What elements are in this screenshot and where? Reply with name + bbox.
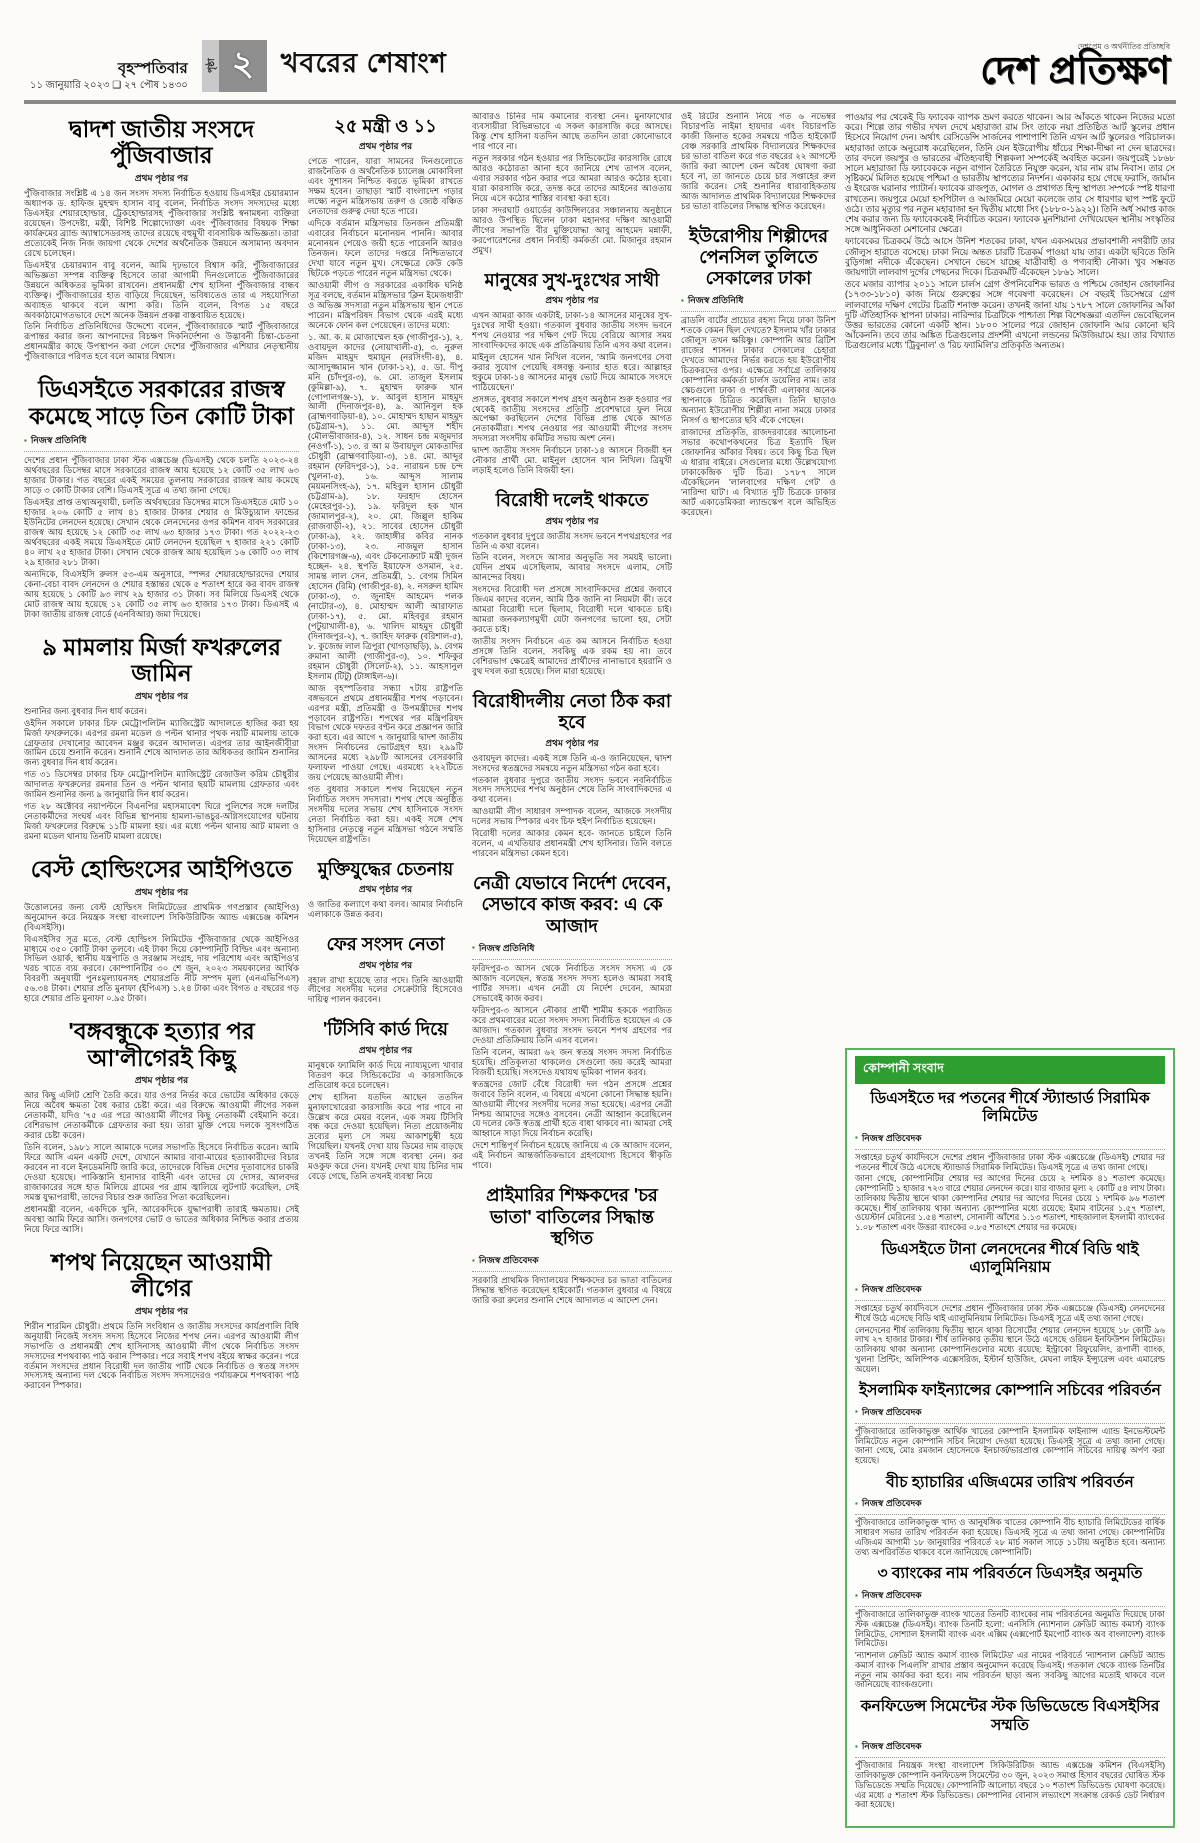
paragraph: তিনি বলেন, ১৯৮১ সালে আমাকে দলের সভাপতি হিসেবে নির্বাচিত করেন। আমি ফিরে আসি এমন একটি দেশে, যেখানে আমার বাবা-মায়ের হত্যাকারীদের বিচার করবেন না বলে ইনডেমনিটি জারি করে, তাদেরকে বিভিন্ন দেশের দূতাবাসের চাকরি দেওয়া হয়েছে। পাকিস্তানি হানাদার বাহিনী এবং তাদের যে দোসর, আলবদর রাজাকারের সঙ্গে হাত মিলিয়ে গ্রামের পর গ্রাম জ্বালিয়ে লুটপাট করেছিল, সেই সমস্ত যুদ্ধাপরাধী, তাদের বিচার শুরু জাতির পিতা করেছিলেন।	[24, 1142, 299, 1202]
brand-tagline: দেশপ্রেম ও অর্থনীতির প্রতিচ্ছবি	[1077, 41, 1170, 51]
paragraph: মাইনুল হোসেন খান নিখিল বলেন, 'আমি জনগণের সেবা করার সুযোগ পেয়েছি বঙ্গবন্ধু কন্যার হাত ধরে। আল্লাহর হুকুমে ঢাকা-১৪ আসনের মানুষ ভোট দিয়ে আমাকে সংসদে পাঠিয়েছেন।'	[472, 351, 672, 392]
paragraph: তিনি বলেন, আমরা ৬২ জন স্বতন্ত্র সংসদ সদস্য নির্বাচিত হয়েছি। প্রতিকূলতা থাকলেও সেগুলো জয় করেই আমরা বিজয়ী হয়েছি। সংসদেও যথাযথ ভূমিকা পালন করব।	[472, 1046, 672, 1077]
article	[472, 869, 672, 1173]
byline-text: নিজস্ব প্রতিবেদক	[861, 1741, 922, 1752]
byline-text: নিজস্ব প্রতিনিধি	[478, 942, 535, 953]
paragraph: পুঁজিবাজারে তালিকাভুক্ত ব্যাংক খাতের তিনটি ব্যাংকের নাম পরিবর্তনের অনুমতি দিয়েছে ঢাকা স্টক এক্সচেঞ্জ (ডিএসই)। ব্যাংক তিনটি হলো: এনসিসি (ন্যাশনাল ক্রেডিট অ্যান্ড কমার্স) ব্যাংক লিমিটেড, সোশ্যাল ইসলামী ব্যাংক এবং এক্সিম (এক্সপোর্ট ইমপোর্ট ব্যাংক অব বাংলাদেশ) ব্যাংক লিমিটেড।	[855, 1609, 1165, 1649]
byline-bullet-icon: ▪	[855, 1741, 858, 1751]
continued-from-front-label: প্রথম পৃষ্ঠার পর	[134, 1305, 189, 1316]
byline-text: নিজস্ব প্রতিবেদক	[478, 1255, 539, 1266]
article	[681, 112, 836, 214]
article	[24, 372, 299, 621]
byline-bullet-icon: ▪	[24, 435, 27, 445]
paragraph: দ্বাদশ জাতীয় সংসদ নির্বাচনে ঢাকা-১৪ আসনে বিজয়ী হন নৌকার প্রার্থী মো. মাইনুল হোসেন খান নিখিল। ত্রিমুখী লড়াই হলেও তিনি বিজয়ী হন।	[472, 445, 672, 476]
byline-bullet-icon: ▪	[855, 1498, 858, 1508]
article	[855, 1090, 1165, 1233]
article-headline: মুক্তিযুদ্ধের চেতনায়	[317, 859, 454, 880]
article-headline: ২৫ মন্ত্রী ও ১১	[334, 116, 437, 136]
paragraph: প্রসঙ্গত, বুধবার সকালে শপথ গ্রহণ অনুষ্ঠান শুরু হওয়ার পর থেকেই জাতীয় সংসদের প্রতিটি প্রবেশদ্বারে ফুল নিয়ে অপেক্ষা করছিলেন দেশের বিভিন্ন প্রান্ত থেকে আগত নেতাকর্মীরা। শপথ নেওয়ার পর আওয়ামী লীগের সংসদ সদস্যরা সংসদীয় কমিটির সভায় অংশ নেন।	[472, 393, 672, 444]
article-headline: মানুষের সুখ-দুঃখের সাথী	[484, 269, 660, 290]
paragraph: সপ্তাহের চতুর্থ কার্যদিবসে দেশের প্রধান পুঁজিবাজার ঢাকা স্টক এক্সচেঞ্জে (ডিএসই) শেয়ার দর পতনের শীর্ষে উঠে এসেছে স্ট্যান্ডার্ড সিরামিক লিমিটেড। ডিএসই সূত্রে এ তথ্য জানা গেছে।	[855, 1151, 1165, 1172]
article	[472, 266, 672, 479]
article	[855, 1241, 1165, 1374]
article-headline: ডিএসইতে সরকারের রাজস্ব কমেছে সাড়ে তিন কোটি টাকা	[28, 376, 295, 429]
article-headline: দ্বাদশ জাতীয় সংসদে পুঁজিবাজার	[68, 116, 255, 169]
paragraph: দেশের প্রধান পুঁজিবাজার ঢাকা স্টক এক্সচেঞ্জ (ডিএসই) থেকে চলতি ২০২৩-২৪ অর্থবছরের ডিসেম্বর মাসে সরকারের রাজস্ব আয় হয়েছে ১২ কোটি ৩৫ লাখ ৬৩ হাজার টাকার। গত বছরের একই সময়ের তুলনায় সরকারের রাজস্ব আয় কমেছে সাড়ে ৩ কোটি টাকার বেশি। ডিএসই সূত্রে এ তথ্য জানা গেছে।	[24, 455, 299, 496]
article	[24, 112, 299, 364]
paragraph: ওই রিটের শুনানি নিয়ে গত ৬ নভেম্বর বিচারপতি নাইমা হায়দার এবং বিচারপতি কাজী জিনাত হকের সমন্বয়ে গঠিত হাইকোর্ট বেঞ্চ সরকারি প্রাথমিক বিদ্যালয়ের শিক্ষকদের চর ভাতা বাতিল করে গত বছরের ২২ আগস্টে জারি করা আদেশ কেন অবৈধ ঘোষণা করা হবে না, তা জানতে চেয়ে চার সপ্তাহের রুল জারি করেন। সেই শুনানির ধারাবাহিকতায় আজ আদালত প্রাথমিক বিদ্যালয়ের শিক্ষকদের চর ভাতা বাতিলের সিদ্ধান্ত স্থগিত করেছেন।	[681, 112, 836, 211]
byline	[855, 1403, 1165, 1424]
paragraph: শেখ হাসিনা যতদিন আছেন ততদিন মুনাফাখোরেরা কারসাজি করে পার পাবে না উল্লেখ করে মেয়র বলেন, এক সময় টিসিবি বন্ধ করে দেওয়া হয়েছিল। নিত্য প্রয়োজনীয় দ্রব্যের মূল্য সে সময় আকাশচুম্বী হয়ে গিয়েছিল। যখনই দেখা যায় ডিমের দাম বাড়ছে তখনই তিনি সঙ্গে সঙ্গে ব্যবস্থা নেন। কর মওকুফ করে দেন। যখনই দেখা যায় চিনির দাম বেড়ে গেছে, তিনি তখনই ব্যবস্থা নিয়ে	[308, 1091, 463, 1182]
byline-text: নিজস্ব প্রতিবেদক	[861, 1590, 922, 1601]
paragraph: আবারও চিনির দাম কমানোর ব্যবস্থা নেন। মুনাফাখোর ব্যবসায়ীরা বিভিন্নভাবে এ সকল কারসাজি করে আসছে। কিন্তু শেখ হাসিনা যতদিন আছে ততদিন তারা কোনোভাবে পার পাবে না।	[472, 112, 672, 151]
byline-text: নিজস্ব প্রতিবেদক	[861, 1406, 922, 1417]
date-line: ১১ জানুয়ারি ২০২৩ ❑ ২৭ পৌষ ১৪৩০	[30, 80, 188, 91]
paragraph: ফরিদপুর-৩ আসনে নৌকার প্রার্থী শামীম হককে পরাজিত করে প্রথমবারের মতো সংসদ সদস্য নির্বাচিত হয়েছেন এ কে আজাদ। গতকাল বুধবার সংসদ ভবনে শপথ গ্রহণের পর দেওয়া প্রতিক্রিয়ায় তিনি এসব বলেন।	[472, 1004, 672, 1045]
byline	[24, 431, 299, 452]
column-4	[681, 112, 836, 1828]
byline-bullet-icon: ▪	[681, 295, 684, 305]
page-word-label: পৃষ্ঠা	[202, 40, 219, 92]
article	[845, 112, 1175, 353]
continued-from-front-label: প্রথম পৃষ্ঠার পর	[358, 959, 413, 970]
paragraph: ঢাকা সদরঘাট ওয়ার্ডের কাউন্সিলরের সঞ্চালনায় অনুষ্ঠানে আরও উপস্থিত ছিলেন ঢাকা মহানগর দক্ষিণ আওয়ামী লীগের সভাপতি বীর মুক্তিযোদ্ধা আবু আহমেদ মন্নাফী, করপোরেশনের প্রধান নির্বাহী কর্মকর্তা মো. মিজানুর রহমান প্রমুখ।	[472, 204, 672, 255]
byline-text: নিজস্ব প্রতিনিধি	[687, 295, 744, 306]
paragraph: গত ৩১ ডিসেম্বর ঢাকার চিফ মেট্রোপলিটন ম্যাজিস্ট্রেট রেজাউল করিম চৌধুরীর আদালত ফখরুলের রমনার তিন ও পল্টন থানার ছয়টি মামলায় গ্রেফতার এবং জামিন শুনানির জন্য ৯ জানুয়ারি দিন ধার্য করেন।	[24, 769, 299, 800]
article-headline: ইসলামিক ফাইন্যান্সের কোম্পানি সচিবের পরিবর্তন	[859, 1382, 1161, 1400]
paragraph: জানা গেছে, কোম্পানিটির শেয়ার দর আগের দিনের চেয়ে ২ দশমিক ৪১ শতাংশ কমেছে। কোম্পানিটি ১ হাজার ৭২৩ বারে শেয়ার লেনদেন করে। যার বাজার মূল্য ২ কোটি ৫৪ লাখ টাকা। তালিকায় দ্বিতীয় স্থানে থাকা কোম্পানির শেয়ার দর আগের দিনের চেয়ে ১ দশমিক ৯৬ শতাংশ কমেছে। শীর্ষ তালিকায় থাকা অন্যান্য কোম্পানির মধ্যে রয়েছে: ইমাম বাটনের ১.৫৭ শতাংশ, ওয়েস্টার্ন মেরিনের ১.৫৪ শতাংশ, সোনালী আঁশের ১.১৩ শতাংশ, শাহজালাল ইসলামী ব্যাংকের ১.০৮ শতাংশ এবং উত্তরা ব্যাংকের ০.৮৫ শতাংশে শেয়ার দর কমেছে।	[855, 1173, 1166, 1233]
article	[681, 222, 836, 520]
continued-from-front-label: প্রথম পৃষ্ঠার পর	[545, 737, 599, 748]
article-headline: প্রাইমারির শিক্ষকদের 'চর ভাতা' বাতিলের সিদ্ধান্ত স্থগিত	[486, 1185, 658, 1248]
continued-from-front-label: প্রথম পৃষ্ঠার পর	[134, 886, 189, 897]
byline	[855, 1494, 1165, 1515]
page-content	[24, 112, 1176, 1828]
article-headline: 'টিসিবি কার্ড দিয়ে	[323, 1019, 448, 1040]
paragraph: ফ্যাবেকের চিত্রকর্মে উঠে আসে উনিশ শতকের ঢাকা, যখন একসময়ের প্রভাবশালী নগরীটি তার জৌলুস হারাতে বসেছে। ঢাকা নিয়ে অন্তত চারটি চিত্রকর্ম পাওয়া যায় তার। একটা ছবিতে তিনি বুড়িগঙ্গা নদীকে এঁকেছেন। সেখানে ভেসে যাচ্ছে যাত্রীবাহী ও পণ্যবাহী নৌকা। খুব সম্ভবত জায়গাটা লালবাগ দুর্গের পেছনের দিকে। চিত্রকর্মটি এঁকেছেন ১৮৬১ সালে।	[845, 236, 1175, 278]
byline	[855, 1737, 1165, 1758]
byline-text: নিজস্ব প্রতিবেদক	[861, 1498, 922, 1509]
article-headline: ৯ মামলায় মির্জা ফখরুলের জামিন	[42, 633, 281, 687]
paragraph: সপ্তাহের চতুর্থ কার্যদিবসে দেশের প্রধান পুঁজিবাজার ঢাকা স্টক এক্সচেঞ্জে (ডিএসই) লেনদেনের শীর্ষে উঠে এসেছে বিডি থাই এ্যালুমিনিয়াম লিমিটেড। ডিএসই সূত্রে এই তথ্য জানা গেছে।	[855, 1303, 1165, 1323]
paragraph: ওবায়দুল কাদের। একই সঙ্গে তিনি এ-ও জানিয়েছেন, দ্বাদশ সংসদের স্বতন্ত্রদের সমন্বয়ে নতুন মন্ত্রিসভা গঠন করা হবে।	[472, 752, 672, 773]
article-headline: ৩ ব্যাংকের নাম পরিবর্তনে ডিএসইর অনুমতি	[877, 1565, 1143, 1583]
byline-bullet-icon: ▪	[855, 1407, 858, 1417]
byline	[855, 1280, 1165, 1301]
paragraph: শিরীন শারমিন চৌধুরী। প্রথমে তিনি সংবিধান ও জাতীয় সংসদের কার্যপ্রণালি বিধি অনুযায়ী নিজেই সংসদ সদস্য হিসেবে নিজের শপথ নেন। এরপর আওয়ামী লীগ সভাপতি ও প্রধানমন্ত্রী শেখ হাসিনাসহ আওয়ামী লীগ থেকে নির্বাচিত সংসদ সদস্যদের শপথবাক্য পাঠ করান স্পিকার। পরে সবাই শপথ বইয়ে স্বাক্ষর করেন। পরে বর্তমান সংসদের প্রধান বিরোধী দল জাতীয় পার্টি থেকে নির্বাচিত ও স্বতন্ত্র সংসদ সদস্যসহ অন্যান্য দল থেকে নির্বাচিত সংসদ সদস্যদেরও পর্যায়ক্রমে শপথবাক্য পাঠ করাবেন স্পিকার।	[24, 1320, 299, 1391]
article	[472, 486, 672, 679]
byline-bullet-icon: ▪	[855, 1590, 858, 1600]
paragraph: ডিএসইর প্রাপ্ত তথ্যঅনুযায়ী, চলতি অর্থবছরের ডিসেম্বর মাসে ডিএসইতে মোট ১০ হাজার ২০৬ কোটি ৫ লাখ ৪১ হাজার টাকার শেয়ার ও মিউচ্যুয়াল ফান্ডের ইউনিটের লেনদেন হয়েছে। সেখান থেকে লেনদেনের ওপর কমিশন বাবদ সরকারের রাজস্ব আয় হয়েছে ১২ কোটি ৩৫ লাখ ৬৩ হাজার ১৭৩ টাকা। গত ২০২২-২৩ অর্থবছরের একই সময়ে ডিএসইতে মোট লেনদেন হয়েছিল ৭ হাজার ২২১ কোটি ৪০ লাখ ২৫ হাজার টাকা। সেখান থেকে রাজস্ব আয় হয়েছিল ১৬ কোটি ০৩ লাখ ২৯ হাজার ২৮১ টাকা।	[24, 497, 299, 567]
article-headline: কনফিডেন্স সিমেন্টের স্টক ডিভিডেন্ডে বিএসইসির সম্মতি	[860, 1698, 1160, 1734]
paragraph: সংসদের বিরোধী দল প্রসঙ্গে সাংবাদিকদের প্রশ্নের জবাবে জিএম কাদের বলেন, আমি ঠিক জানি না নিয়মটা কী। তবে আমরা বিরোধী দলে ছিলাম, বিরোধী দলে থাকতে চাই। আমরা জনকল্যাণমুখী যেটা জনগণের ভালো হয়, সেটা করতে চাই।	[472, 584, 672, 635]
paragraph: পুঁজিবাজারে তালিকাভুক্ত আর্থিক খাতের কোম্পানি ইসলামিক ফাইন্যান্স এ্যান্ড ইনভেস্টমেন্ট লিমিটেডে নতুন কোম্পানি সচিব নিয়োগ দেওয়া হয়েছে। ডিএসই সূত্রে এ তথ্য জানা গেছে। জানা গেছে, মোঃ রমজান হোসেনকে ইনচার্জ/ভারপ্রাপ্ত কোম্পানি সচিবের দায়িত্ব অর্পণ করা হয়েছে।	[855, 1425, 1165, 1466]
masthead	[24, 14, 1176, 104]
byline	[472, 939, 672, 960]
paragraph: আর কিছু এলিট শ্রেণি তৈরি করে। যার ওপর নির্ভর করে ভোটের অধিকার কেড়ে নিয়ে অবৈধ ক্ষমতা বৈধ করার চেষ্টা করে। এর বিরুদ্ধে আওয়ামী লীগের সকল নেতাকর্মী, যদিও '৭৫ এর পরে আওয়ামী লীগের কিছু নেতাকর্মী বেইমানি করে। বেশিরভাগ নেতাকর্মীকে গ্রেফতার করা হয়। তারা মুক্তি পেয়ে দলকে সুসংগঠিত করার চেষ্টা করেন।	[24, 1090, 299, 1141]
paragraph: বহাল রাখা হয়েছে তার পদে। তিনি আওয়ামী লীগের সংসদীয় দলের সেক্রেটারি হিসেবেও দায়িত্ব পালন করবেন।	[308, 974, 463, 1005]
continued-from-front-label: প্রথম পৃষ্ঠার পর	[358, 1044, 413, 1055]
paragraph: আওয়ামী লীগ সাধারণ সম্পাদক বলেন, আজকে সংসদীয় দলের সভায় স্পিকার এবং চিফ হুইপ নির্বাচিত হয়েছেন।	[472, 806, 672, 827]
paragraph: এদিকে বর্তমান মন্ত্রিসভার তিনজন প্রতিমন্ত্রী এবারের নির্বাচনে মনোনয়ন পাননি। আবার মনোনয়ন পেয়েও জয়ী হতে পারেননি আরও তিনজন। ফলে তাদের দপ্তরে নিশ্চিতভাবে দেখা যাবে নতুন মুখ। সেক্ষেত্রে কেউ কেউ ছিটকে পড়তে পারেন নতুন মন্ত্রিসভা থেকে।	[308, 218, 463, 278]
article	[308, 112, 463, 847]
newspaper-brand	[980, 43, 1170, 93]
byline	[855, 1586, 1165, 1607]
continued-from-front-label: প্রথম পৃষ্ঠার পর	[358, 141, 413, 152]
paragraph: উত্তোলনের জন্য বেস্ট হোল্ডিংস লিমিটেডের প্রাথমিক গণপ্রস্তাব (আইপিও) অনুমোদন করে নিয়ন্ত্রক সংস্থা বাংলাদেশ সিকিউরিটিজ অ্যান্ড এক্সচেঞ্জ কমিশন (বিএসইসি)।	[24, 901, 299, 932]
weekday-label: বৃহস্পতিবার	[117, 60, 188, 77]
article	[472, 112, 672, 258]
article-headline: বিরোধীদলীয় নেতা ঠিক করা হবে	[472, 691, 672, 733]
article-headline: ডিএসইতে দর পতনের শীর্ষে স্ট্যান্ডার্ড সিরামিক লিমিটেড	[870, 1089, 1150, 1126]
paragraph: গতকাল বুধবার দুপুরে জাতীয় সংসদ ভবনে নবনির্বাচিত সংসদ সদস্যদের শপথ অনুষ্ঠান শেষে তিনি সাংবাদিকদের এ কথা বলেন।	[472, 774, 672, 805]
article-headline: শপথ নিয়েছেন আওয়ামী লীগের	[51, 1248, 272, 1302]
article-headline: বেস্ট হোল্ডিংসের আইপিওতে	[30, 856, 293, 883]
paragraph: পুঁজিবাজার সংশ্লিষ্ট এ ১৪ জন সংসদ সদস্য নির্বাচিত হওয়ায় ডিএসইর চেয়ারম্যান অধ্যাপক ড. হাফিজ মুহম্মদ হাসান বাবু বলেন, নির্বাচিত সংসদ সদস্যদের মধ্যে ডিএসইর শেয়ারহোল্ডার, ট্রেকহোল্ডারসহ পুঁজিবাজার সংশ্লিষ্ট স্বনামধন্য ব্যক্তিরা রয়েছেন। উপদেষ্টা, মন্ত্রী, বিশিষ্ট শিল্পোদ্যোক্তা এবং পুঁজিবাজার বিষয়ক শিক্ষা কার্যক্রমের ব্র্যান্ড অ্যাম্বাসেডরসহ তাদের রয়েছে বহুমুখী ব্যবসায়িক অভিজ্ঞতা। তারা প্রত্যেকেই নিজ নিজ জায়গা থেকে দেশের অর্থনৈতিক উন্নয়নে অসামান্য অবদান রেখে চলেছেন।	[24, 187, 299, 258]
column-1	[24, 112, 299, 1828]
paragraph: ওইদিন সকালে ঢাকার চিফ মেট্রোপলিটন ম্যাজিস্ট্রেট আদালতে হাজির করা হয় মির্জা ফখরুলকে। এরপর রমনা মডেল ও পল্টন থানার পৃথক নয়টি মামলায় তাকে গ্রেফতার দেখানোর আবেদন মঞ্জুর করেন আদালত। এরপর তার আইনজীবীরা জামিন চেয়ে শুনানি করেন। শুনানি শেষে আদালত তার অধিকতর জামিন শুনানির জন্য বুধবার দিন ধার্য করেন।	[24, 717, 299, 768]
byline	[681, 291, 836, 312]
article	[472, 1181, 672, 1308]
article	[24, 852, 299, 1006]
byline	[855, 1129, 1165, 1150]
article-headline: ফের সংসদ নেতা	[326, 934, 445, 955]
paragraph: ফরিদপুর-৩ আসন থেকে নির্বাচিত সংসদ সদস্য এ কে আজাদ বলেছেন, স্বতন্ত্র সংসদ সদস্য হলেও আমরা সবাই পার্টির সদস্য। এখন নেত্রী যে নির্দেশ দেবেন, আমরা সেভাবেই কাজ করব।	[472, 962, 672, 1003]
continued-from-front-label: প্রথম পৃষ্ঠার পর	[134, 690, 189, 701]
paragraph: ডিএসই'র চেয়ারম্যান বাবু বলেন, আমি দৃঢ়ভাবে বিশ্বাস করি, পুঁজিবাজারের অভিজ্ঞতা সম্পন্ন ব্যক্তিত্ব হিসেবে তারা আগামী দিনগুলোতে পুঁজিবাজারের উন্নয়নে অধিকতর ভূমিকা রাখবেন। প্রধানমন্ত্রী শেখ হাসিনা পুঁজিবাজার বান্ধব ব্যক্তিত্ব। পুঁজিবাজারের হাত বাড়িয়ে দিয়েছেন, ভবিষ্যতেও তার এ সহযোগিতা অব্যাহত থাকবে বলে আশা করি। তিনি বলেন, বিগত ১৫ বছরে অবকাঠামোগতভাবে দেশে অনেক উন্নয়ন প্রকল্প বাস্তবায়িত হয়েছে।	[24, 259, 299, 320]
byline	[472, 1251, 672, 1272]
paragraph: 'ন্যাশনাল ক্রেডিট অ্যান্ড কমার্স ব্যাংক লিমিটেড' এর নামের পরিবর্তে 'ন্যাশনাল ক্রেডিট অ্যান্ড কমার্স ব্যাংক পিএলসি' রাখার প্রস্তাব অনুমোদন করেছে ডিএসই। গতকাল থেকে ব্যাংক তিনটির নতুন নাম কার্যকর করা হবে। নাম পরিবর্তন ছাড়া অন্য সবকিছু আগের মতোই থাকবে বলে জানিয়েছে ব্যাংকগুলো।	[855, 1650, 1165, 1690]
article-headline: বীচ হ্যাচারির এজিএমের তারিখ পরিবর্তন	[886, 1473, 1134, 1491]
paragraph: স্বতন্ত্রদের জোট বেঁধে বিরোধী দল গঠন প্রসঙ্গে প্রশ্নের জবাবে তিনি বলেন, এ বিষয়ে এখনো কোনো সিদ্ধান্ত হয়নি। আওয়ামী লীগের সংসদীয় দলের সভা হয়েছে। এরপর নেত্রী নিশ্চয় আমাদের সঙ্গেও বসবেন। নেত্রী আহ্বান করেছিলেন যে দলের কেউ স্বতন্ত্র প্রার্থী হতে বাধা থাকবে না। আমরা সেই আহ্বানে সাড়া দিয়ে নির্বাচন করেছি।	[472, 1078, 672, 1139]
paragraph: দেশে শান্তিপূর্ণ নির্বাচন হয়েছে জানিয়ে এ কে আজাদ বলেন, এই নির্বাচন আন্তর্জাতিকভাবে গ্রহণযোগ্য হিসেবে স্বীকৃতি পাবে।	[472, 1140, 672, 1171]
byline-text: নিজস্ব প্রতিবেদক	[861, 1132, 922, 1143]
article	[855, 1565, 1165, 1690]
paragraph: সরকারি প্রাথমিক বিদ্যালয়ের শিক্ষকদের চর ভাতা বাতিলের সিদ্ধান্ত স্থগিত করেছেন হাইকোর্ট। গতকাল বুধবার এ বিষয়ে জারি করা রুলের শুনানি শেষে আদালত এ আদেশ দেন।	[472, 1275, 672, 1305]
paragraph: বিএসইসির সূত্র মতে, বেস্ট হোল্ডিংস লিমিটেড পুঁজিবাজার থেকে আইপিওর মাধ্যমে ৩৫০ কোটি টাকা তুলবে। এই টাকা দিয়ে কোম্পানিটি বিল্ডিং এবং অন্যান্য সিভিল ওয়ার্ক, স্থানীয় যন্ত্রপাতি ও সরঞ্জাম সংগ্রহ, দায় পরিশোধ এবং আইপিও'র খরচ খাতে ব্যয় করবে। কোম্পানিটির ৩০ শে জুন, ২০২৩ সময়কালের আর্থিক বিবরণী অনুযায়ী পুনঃমূল্যায়নসহ শেয়ারপ্রতি নীট সম্পদ মূল্য (এনএভিপিএস) ৫৬.৩৪ টাকা। শেয়ার প্রতি মুনাফা (ইপিএস) ১.২৪ টাকা এবং বিগত ৫ বছরের গড় হারে শেয়ার প্রতি মুনাফা ০.৯৫ টাকা।	[24, 933, 299, 1004]
article-headline: বিরোধী দলেই থাকতে	[495, 490, 649, 511]
byline-bullet-icon: ▪	[855, 1284, 858, 1294]
company-news-box	[845, 1048, 1175, 1828]
paragraph: গতকাল বুধবার দুপুরে জাতীয় সংসদ ভবনে শপথগ্রহণের পর তিনি এ কথা বলেন।	[472, 530, 672, 551]
date-block	[30, 60, 188, 92]
byline-bullet-icon: ▪	[855, 1133, 858, 1143]
paragraph: বিরোধী দলের আকার কেমন হবে- জানতে চাইলে তিনি বলেন, এ এখতিয়ার প্রধানমন্ত্রী শেখ হাসিনার। তিনি বলতে পারবেন মন্ত্রিসভা কেমন হবে।	[472, 828, 672, 859]
article-headline: 'বঙ্গবন্ধুকে হত্যার পর আ'লীগেরই কিছু	[68, 1018, 255, 1071]
paragraph: আওয়ামী লীগ ও সরকারের একাধিক ঘনিষ্ঠ সূত্র বলছে, বর্তমান মন্ত্রিসভার 'ক্লিন ইমেজধারী' ও অভিজ্ঞ সদস্যরা নতুন মন্ত্রিসভায় স্থান পেতে পারেন। মন্ত্রিপরিষদ বিভাগ থেকে এরই মধ্যে অনেকে ফোন কল পেয়েছেন। তাদের মধ্যে:	[308, 279, 463, 330]
paragraph: শুনানির জন্য বুধবার দিন ধার্য করেন।	[24, 705, 147, 716]
article-headline: নেত্রী যেভাবে নির্দেশ দেবেন, সেভাবে কাজ করব: এ কে আজাদ	[473, 873, 671, 936]
article-headline: ইউরোপীয় শিল্পীদের পেনসিল তুলিতে সেকালের ঢাকা	[688, 225, 829, 289]
paragraph: জাতীয় সংসদ নির্বাচনে এত কম আসনে নির্বাচিত হওয়া প্রসঙ্গে তিনি বলেন, সবকিছু এক রকম হয় না। তবে বেশিরভাগ ক্ষেত্রেই আমাদের প্রার্থীদের নানাভাবে হয়রানি ও বুথ দখল করা হয়েছে। সিল মারা হয়েছে।	[472, 636, 672, 677]
article	[24, 1245, 299, 1394]
byline-text: নিজস্ব প্রতিনিধি	[30, 435, 87, 446]
article-headline: ডিএসইতে টানা লেনদেনের শীর্ষে বিডি থাই এ্যালুমিনিয়াম	[881, 1240, 1139, 1277]
continued-from-front-label: প্রথম পৃষ্ঠার পর	[134, 172, 189, 183]
column-5	[845, 112, 1175, 1828]
paragraph: রাজাদের প্রতিকৃতি, রাজদরবারের আলোচনা সভার কথোপকথনের চিত্র ইত্যাদি ছিল জোফানির আঁকার বিষয়। তবে কিছু চিত্র ছিল এ ধারার বাইরে। সেগুলোর মধ্যে উল্লেখযোগ্য ঢাকাকেন্দ্রিক দুটি চিত্র। ১৭৮৭ সালে এঁকেছিলেন 'লালবাগের দক্ষিণ গেট' ও 'নারিন্দা ঘাট'। এ বিখ্যাত দুটি চিত্রকে ঢাকার আর্ট একাডেমিকরা ল্যান্ডস্কেপ বলে অভিহিত করেছেন।	[681, 427, 836, 517]
column-3	[472, 112, 672, 1828]
paragraph: তিনি নির্বাচিত প্রতিনিধিদের উদ্দেশ্যে বলেন, পুঁজিবাজারকে স্মার্ট পুঁজিবাজারে রূপান্তর করার জন্য আপনাদের বিচক্ষণ দিকনির্দেশনা ও উদ্ভাবনী চিন্তা-চেতনা প্রধানমন্ত্রীর কাছে উপস্থাপন করা গেলে দেশের পুঁজিবাজার এশিয়ার নেতৃস্থানীয় পুঁজিবাজারে পরিণত হবে বলে আমার বিশ্বাস।	[24, 321, 299, 362]
paragraph: ব্রাডলি বার্টের প্রাচ্যের রহস্য নিয়ে ঢাকা উনিশ শতকে কেমন ছিল দেখতে? ইসলাম খাঁর ঢাকার জৌলুস তখন ক্ষয়িষ্ণু। কোম্পানি আর ব্রিটিশ রাজের শাসন। ঢাকার সেকালের চেহারা দেখতে আমাদের নির্ভর করতে হয় ইউরোপীয় চিত্রকরদের ওপর। এক্ষেত্রে সর্বাগ্রে তালিকায় কোম্পানির কর্মকর্তা চার্লস ডয়েলির নাম। তার স্কেচগুলো ঢাকা ও পার্শ্ববর্তী এলাকার অনেক স্থাপনাকে চিত্রিত করেছিল। তিনি ছাড়াও অন্যান্য ইউরোপীয় শিল্পীরা নানা সময়ে ঢাকার নিসর্গ ও স্থাপত্যের ছবি এঁকে গেছেন।	[681, 315, 836, 426]
article	[855, 1474, 1165, 1558]
article	[855, 1382, 1165, 1466]
paragraph: ১. আ. ক. ম মোজাম্মেল হক (গাজীপুর-১), ২. ওবায়দুল কাদের (নোয়াখালী-৫), ৩. নুরুল মজিদ মাহমুদ হুমায়ূন (নরসিংদী-৪), ৪. আসাদুজ্জামান খান (ঢাকা-১২), ৫. ডা. দীপু মনি (চাঁদপুর-৩), ৬. মো. তাজুল ইসলাম (কুমিল্লা-৯), ৭. মুহাম্মদ ফারুক খান (গোপালগঞ্জ-১), ৮. আবুল হাসান মাহমুদ আলী (দিনাজপুর-৪), ৯. আনিসুল হক (ব্রাহ্মণবাড়িয়া-৪), ১০. মোহাম্মদ হাছান মাহমুদ (চট্টগ্রাম-৭), ১১. মো. আব্দুস শহীদ (মৌলভীবাজার-৪), ১২. সাধন চন্দ্র মজুমদার (নওগাঁ-১), ১৩. র আ ম উবায়দুল মোকতাদির চৌধুরী (ব্রাহ্মণবাড়িয়া-৩), ১৪. মো. আব্দুর রহমান (ফরিদপুর-১), ১৫. নারায়ন চন্দ্র চন্দ (খুলনা-৫), ১৬. আব্দুস সালাম (ময়মনসিংহ-৯), ১৭. মহিবুল হাসান চৌধুরী (চট্টগ্রাম-৯), ১৮. ফরহাদ হোসেন (মেহেরপুর-১), ১৯. ফরিদুল হক খান (জামালপুর-২), ২০. মো. জিল্লুল হাকিম (রাজবাড়ী-২), ২১. সাবের হোসেন চৌধুরী (ঢাকা-৯), ২২. জাহাঙ্গীর কবির নানক (ঢাকা-১৩), ২৩. নাজমুল হাসান (কিশোরগঞ্জ-৬), এবং টেকনোক্র্যাট মন্ত্রী দুজন হচ্ছেন- ২৪. স্থপতি ইয়াফেস ওসমান, ২৫. সামন্ত লাল সেন, প্রতিমন্ত্রী, ১. বেগম সিমিন হোসেন (রিমি) (গাজীপুর-৪), ২. নসরুল হামিদ (ঢাকা-৩), ৩. জুনাইদ আহমেদ পলক (নাটোর-৩), ৪. মোহাম্মদ আলী আরাফাত (ঢাকা-১৭), ৫. মো. মহিববুর রহমান (পটুয়াখালী-৪), ৬. খালিদ মাহমুদ চৌধুরী (দিনাজপুর-২), ৭. জাহিদ ফারুক (বরিশাল-৫), ৮. কুজেন্দ্র লাল ত্রিপুরা (খাগড়াছড়ি), ৯. বেগম রুমানা আলী (গাজীপুর-৩), ১০. শফিকুর রহমান চৌধুরী (সিলেট-২), ১১. আহসানুল ইসলাম (টিটু) (টাঙ্গাইল-৬)।	[308, 331, 463, 681]
newspaper-logo: দেশ প্রতিক্ষণ	[980, 50, 1170, 92]
article	[472, 687, 672, 861]
article	[308, 930, 463, 1007]
paragraph: পেতে পারেন, যারা সামনের দিনগুলোতে রাজনৈতিক ও অর্থনৈতিক চ্যালেঞ্জ মোকাবিলা এবং সুশাসন নিশ্চিত করতে ভূমিকা রাখতে সক্ষম হবেন। তাছাড়া স্মার্ট বাংলাদেশ গড়ার লক্ষ্যে নতুন মন্ত্রিসভায় তরুণ ও জ্যেষ্ঠ বঞ্চিত নেতাদের গুরুত্ব দেয়া হতে পারে।	[308, 156, 463, 217]
paragraph: তবে মজার ব্যাপার ২০১১ সালে চার্লস গ্রেগ ঔপনিবেশিক ভারত ও পশ্চিমে জোহান জোফানির (১৭৩৩-১৮১০) কাজ নিয়ে গুরুত্বের সঙ্গে গবেষণা করেছেন। সে বছরই ডিসেম্বরে গ্রেগ লালবাগের দক্ষিণ গেটের চিত্রটি শনাক্ত করেন। তখনই জানা যায় ১৭৮৭ সালে জোফানির আঁকা দুটি ঐতিহাসিক স্থাপনা ঢাকার। নারিন্দার চিত্রটিকে পাশ্চাত্য শিল্প বিশেষজ্ঞরা এতদিন ভেবেছিলেন উত্তর ভারতের কোনো একটি স্থান। ১৮০০ সালের পরে জোহান জোফানি আর কোনো ছবি আঁকেননি। তবে তার অঙ্কিত চিত্রগুলোর প্রদর্শনী এখনো লন্ডনের মিউজিয়ামে হয়। তার বিখ্যাত চিত্রগুলোর মধ্যে 'ট্রিবুনাল' ও 'রিচ ফ্যামিলি'র প্রতিকৃতি অন্যতম।	[845, 279, 1175, 351]
paragraph: নতুন সরকার গঠন হওয়ার পর সিন্ডিকেটের কারসাজি রোধে আরও কঠোরতা আনা হবে জানিয়ে শেখ তাপস বলেন, এবার সরকার গঠন করার পরে আমরা আরও কঠোর হবো। যারা কারসাজি করে, তদন্ত করে তাদের আইনের আওতায় নিয়ে এসে কঠোর শাস্তির ব্যবস্থা করা হবে।	[472, 152, 672, 203]
article	[24, 1014, 299, 1236]
continued-from-front-label: প্রথম পৃষ্ঠার পর	[545, 515, 599, 526]
paragraph: মানুষকে ফ্যামিলি কার্ড দিয়ে ন্যায্যমূল্যে খাবার বিতরণ করে সিন্ডিকেটের এ কারসাজিকে প্রতিরোধ করে চলেছেন।	[308, 1059, 463, 1090]
article	[24, 630, 299, 844]
continued-from-front-label: প্রথম পৃষ্ঠার পর	[358, 884, 413, 895]
continued-from-front-label: প্রথম পৃষ্ঠার পর	[134, 1075, 189, 1086]
section-title: খবরের শেষাংশ	[280, 48, 447, 78]
paragraph: পাওয়ার পর থেকেই ডি ফ্যাবেক ব্যাপক ভ্রমণ করতে থাকেন। আর আঁকতে থাকেন নিজের মতো করে। শিল্পে তার গভীর দখল দেখে মহারাজা রাম সিং তাকে নয়া প্রতিষ্ঠিত আর্ট স্কুলের প্রধান হিসেবে নিয়োগ দেন। অর্থাৎ রেসিডেন্সি সার্জনের পাশাপাশি তিনি এখন আর্ট স্কুলেরও পরিচালক। মহারাজা তাকে অনুরোধ করেছিলেন, তিনি যেন ইউরোপীয় ধাঁচের শিক্ষা-দীক্ষা না দেন ছাত্রদের। তার বদলে জয়পুর ও ভারতের ঐতিহ্যবাহী শিল্পকলা সম্পর্কেই অবহিত করেন। জয়পুরেই ১৮৬৮ সালে মহারাজা ডি ফ্যাবেককে নতুন বাগান তৈরিতে নিযুক্ত করেন, যার নাম রাম নিবাস। তার সে সৃষ্টিকর্মে মিলিত হয়েছে পশ্চিমা ও ভারতীয় স্থাপত্যের নিদর্শন। একাকার হয়ে গেছে ফরাসি, জার্মান ও ইংরেজ ঘরানার প্যাটার্ন। ফ্যাবেক রাজপুত, মোগল ও প্রথাগত হিন্দু স্থাপত্য সম্পর্কে স্পষ্ট ধারণা রাখতেন। জয়পুরে মেয়ো হসপিটাল ও আজমিরে মেয়ো কলেজে তার সে ধারণার ছাপ স্পষ্ট ফুটে ওঠে। তার মৃত্যুর পর নতুন মহারাজা হন দ্বিতীয় মাধো সিং (১৮৮০-১৯২২)। তিনি অর্ধ সমাপ্ত কাজ শেষ করার জন্য ডি ফ্যাবেককেই নির্বাচিত করেন। ফ্যাবেক মুনশিয়ানা দেখিয়েছেন স্থানীয় সংস্কৃতির সঙ্গে আধুনিকতা মেশানোর ক্ষেত্রে।	[845, 112, 1175, 235]
paragraph: লেনদেনের শীর্ষ তালিকায় দ্বিতীয় স্থানে থাকা রিসোর্টের শেয়ার লেনদেন হয়েছে ১৮ কোটি ৯৬ লাখ ২৭ হাজার টাকার। শীর্ষ তালিকার তৃতীয় স্থানে উঠে এসেছে ওরিয়ন ইনফিউশন লিমিটেড। তালিকায় থাকা অন্যান্য কোম্পানিগুলোর মধ্যে রয়েছে: ইন্ট্রাকো রিফুয়েলিং, রূপালী ব্যাংক, খুলনা প্রিন্টিং, অলিম্পিক এক্সেসরিজ, ইস্টার্ন হাউজিং, মেঘনা লাইফ ইন্স্যুরেন্স এবং এমারেল্ড অয়েল।	[855, 1324, 1165, 1374]
paragraph: অন্যদিকে, বিএসইসি রুলস ৫৩-এম অনুসারে, স্পন্সর শেয়ারহোল্ডারদের শেয়ার কেনা-বেচা বাবদ লেনদেন ও শেয়ার হস্তান্তর থেকে ৫ শতাংশ হারে কর বাবদ রাজস্ব আয় হয়েছে ১ কোটি ৯৩ লাখ ২৯ হাজার ৩১ টাকা। সব মিলিয়ে ডিএসই থেকে মোট রাজস্ব আয় হয়েছে ১২ কোটি ৩৫ লাখ ৬৩ হাজার ১৭৩ টাকা। ডিএসই এ টাকা জাতীয় রাজস্ব বোর্ডে (এনবিআর) জমা দিয়েছে।	[24, 568, 299, 619]
article	[308, 855, 463, 922]
paragraph: আজ বৃহস্পতিবার সন্ধ্যা ৭টায় রাষ্ট্রপতি বঙ্গভবনে প্রথমে প্রধানমন্ত্রীর শপথ পড়াবেন। এরপর মন্ত্রী, প্রতিমন্ত্রী ও উপমন্ত্রীদের শপথ পড়াবেন রাষ্ট্রপতি। শপথের পর মন্ত্রিপরিষদ বিভাগ থেকে দফতর বণ্টন করে প্রজ্ঞাপন জারি করা হবে। এর আগে ৭ জানুয়ারি দ্বাদশ জাতীয় সংসদ নির্বাচনের ভোটগ্রহণ হয়। ২৯৯টি আসনের মধ্যে ২৯৮টি আসনের বেসরকারি ফলাফল পাওয়া গেছে। এরমধ্যে ২২২টিতে জয় পেয়েছে আওয়ামী লীগ।	[308, 682, 463, 783]
column-2	[308, 112, 463, 1828]
article	[855, 1698, 1165, 1810]
byline-bullet-icon: ▪	[472, 1255, 475, 1265]
paragraph: গত ২৮ অক্টোবর নয়াপল্টনে বিএনপির মহাসমাবেশ ঘিরে পুলিশের সঙ্গে দলটির নেতাকর্মীদের সংঘর্ষ এবং বিভিন্ন স্থাপনায় হামলা-ভাঙচুর-অগ্নিসংযোগের ঘটনায় মির্জা ফখরুলের বিরুদ্ধে ১১টি মামলা হয়। এর মধ্যে পল্টন থানায় আট মামলা ও রমনা মডেল থানায় তিনটি মামলা রয়েছে।	[24, 801, 299, 842]
byline-bullet-icon: ▪	[472, 943, 475, 953]
paragraph: প্রধানমন্ত্রী বলেন, একদিকে খুনি, আরেকদিকে যুদ্ধাপরাধী তারাই ক্ষমতায়। সেই অবস্থা আমি ফিরে আসি। জনগণের ভোট ও ভাতের অধিকার নিশ্চিত করার প্রত্যয় নিয়ে ফিরে আসি।	[24, 1203, 299, 1234]
paragraph: ও জাতির কল্যাণে কথা বলব। আমার নির্বাচনি এলাকাকে উন্নত করব।	[308, 899, 463, 920]
continued-from-front-label: প্রথম পৃষ্ঠার পর	[545, 294, 599, 305]
company-news-header: কোম্পানী সংবাদ	[855, 1056, 1165, 1084]
page-number: ২	[219, 40, 267, 92]
paragraph: পুঁজিবাজার নিয়ন্ত্রক সংস্থা বাংলাদেশ সিকিউরিটিজ অ্যান্ড এক্সচেঞ্জ কমিশন (বিএসইসি) তালিকাভুক্ত কোম্পানি কনফিডেন্স সিমেন্টের ৩০ জুন, ২০২৩ সমাপ্ত হিসাব বছরের ঘোষিত স্টক ডিভিডেন্ডে সম্মতি দিয়েছে। কোম্পানিটি আলোচ্য বছরে ১০ শতাংশ ডিভিডেন্ড ঘোষণা করেছে। এর মধ্যে ৫ শতাংশ স্টক ডিভিডেন্ড। কোম্পানির বোনাস লভ্যাংশে সংক্রান্ত রেকর্ড ডেট নির্ধারণ করা হয়েছে।	[855, 1760, 1165, 1810]
article	[308, 1015, 463, 1184]
paragraph: তিনি বলেন, সংসদে আসার অনুভূতি সব সময়ই ভালো। যেদিন প্রথম এসেছিলাম, আবার সংসদে এলাম, সেটি আনন্দের বিষয়।	[472, 552, 672, 583]
paragraph: পুঁজিবাজারে তালিকাভুক্ত খাদ্য ও আনুষঙ্গিক খাতের কোম্পানি বীচ হ্যাচারি লিমিটেডের বার্ষিক সাধারণ সভার তারিখ পরিবর্তন করা হয়েছে। ডিএসই সূত্রে এ তথ্য জানা গেছে। কোম্পানিটির এজিএম আগামী ১৮ জানুয়ারির পরিবর্তে ২৮ মার্চ সকাল সাড়ে ১১টায় অনুষ্ঠিত হবে। অন্যান্য তথ্য অপরিবর্তিত থাকবে বলে জানিয়েছে কোম্পানিটি।	[855, 1517, 1165, 1557]
page-number-box	[202, 40, 267, 92]
byline-text: নিজস্ব প্রতিবেদক	[861, 1284, 922, 1295]
paragraph: এখন আমরা কাজ একটাই, ঢাকা-১৪ আসনের মানুষের সুখ-দুঃখের সাথী হওয়া। গতকাল বুধবার জাতীয় সংসদ ভবনে শপথ নেওয়ার পর দক্ষিণ গেট দিয়ে বেরিয়ে আসার সময় সাংবাদিকদের কাছে এক প্রতিক্রিয়ায় তিনি এসব কথা বলেন।	[472, 309, 672, 350]
paragraph: গত বুধবার সকালে শপথ নিয়েছেন নতুন নির্বাচিত সংসদ সদস্যরা। শপথ শেষে অনুষ্ঠিত সংসদীয় দলের সভায় শেখ হাসিনাকে সংসদ নেতা নির্বাচিত করা হয়। একই সঙ্গে শেখ হাসিনার নেতৃত্বে নতুন মন্ত্রিসভা গঠনে সম্মতি দিয়েছেন রাষ্ট্রপতি।	[308, 784, 463, 845]
